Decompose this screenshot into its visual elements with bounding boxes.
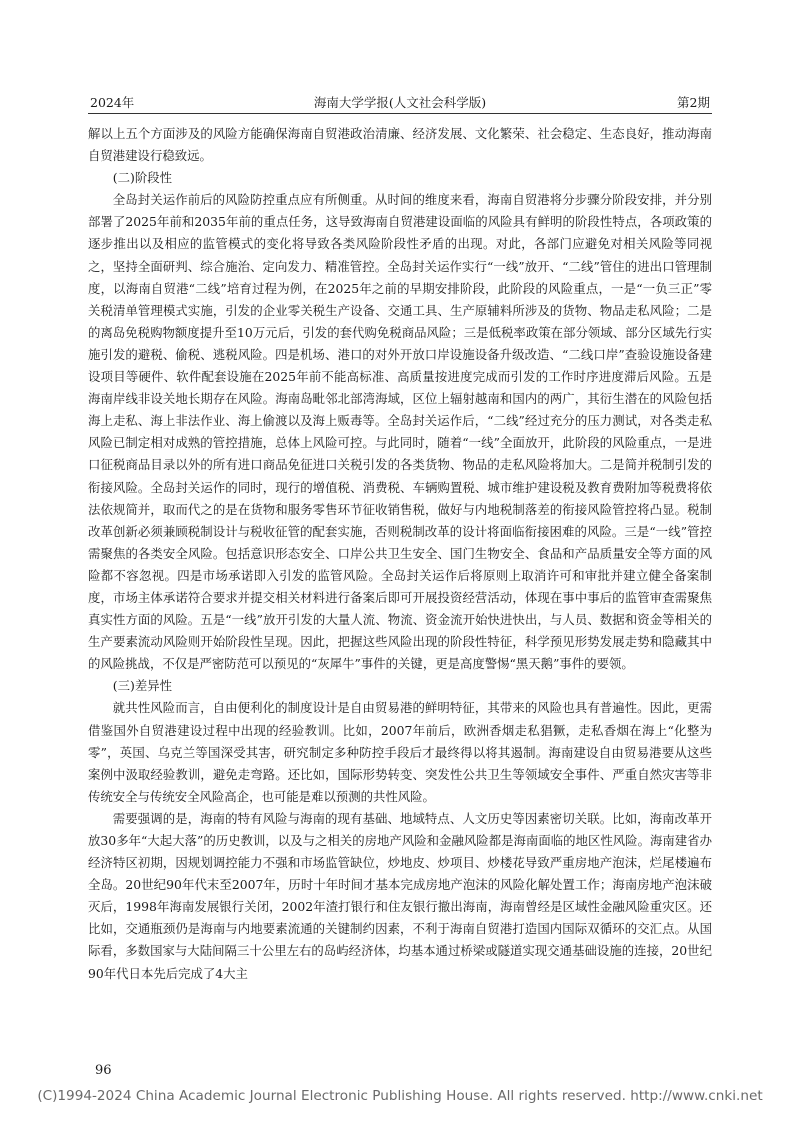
copyright-footer: (C)1994-2024 China Academic Journal Electronic Publishing House. All rights reserved. http://www.cnki.net <box>37 1088 763 1104</box>
paragraph-continued: 解以上五个方面涉及的风险方能确保海南自贸港政治清廉、经济发展、文化繁荣、社会稳定、生态良好，推动海南自贸港建设行稳致远。 <box>88 126 712 164</box>
running-header <box>88 91 712 114</box>
page-number: 96 <box>95 1063 112 1078</box>
section-heading-phased: (二)阶段性 <box>112 170 173 186</box>
paragraph-common-risk: 就共性风险而言，自由便利化的制度设计是自由贸易港的鲜明特征，其带来的风险也具有普遍性。因此，更需借鉴国外自贸港建设过程中出现的经验教训。比如，2007年前后，欧洲香烟走私猖獗，走私香烟在海上“化整为零”，英国、乌克兰等国深受其害，研究制定多种防控手段后才最终得以将其遏制。海南建设自由贸易港要从这些案例中汲取经验教训，避免走弯路。还比如，国际形势转变、突发性公共卫生等领域安全事件、严重自然灾害等非传统安全与传统安全风险高企，也可能是难以预测的共性风险。 <box>88 700 712 804</box>
header-year: 2024年 <box>90 95 135 110</box>
section-heading-differences: (三)差异性 <box>112 678 173 694</box>
article-body <box>88 123 712 985</box>
header-journal-title: 海南大学学报(人文社会科学版) <box>313 95 487 110</box>
paragraph-specific-risk: 需要强调的是，海南的特有风险与海南的现有基础、地域特点、人文历史等因素密切关联。比如，海南改革开放30多年“大起大落”的历史教训，以及与之相关的房地产风险和金融风险都是海南面临的地区性风险。海南建省办经济特区初期，因规划调控能力不强和市场监管缺位，炒地皮、炒项目、炒楼花导致严重房地产泡沫，烂尾楼遍布全岛。20世纪90年代末至2007年，历时十年时间才基本完成房地产泡沫的风险化解处置工作；海南房地产泡沫破灭后，1998年海南发展银行关闭，2002年渣打银行和住友银行撤出海南，海南曾经是区域性金融风险重灾区。还比如，交通瓶颈仍是海南与内地要素流通的关键制约因素，不利于海南自贸港打造国内国际双循环的交汇点。从国际看，多数国家与大陆间隔三十公里左右的岛屿经济体，均基本通过桥梁或隧道实现交通基础设施的连接，20世纪90年代日本先后完成了4大主 <box>88 810 712 981</box>
paragraph-phased: 全岛封关运作前后的风险防控重点应有所侧重。从时间的维度来看，海南自贸港将分步骤分阶段安排，并分别部署了2025年前和2035年前的重点任务，这导致海南自贸港建设面临的风险具有鲜明的阶段性特点，各项政策的逐步推出以及相应的监管模式的变化将导致各类风险阶段性矛盾的出现。对此，各部门应避免对相关风险等同视之，坚持全面研判、综合施治、定向发力、精准管控。全岛封关运作实行“一线”放开、“二线”管住的进出口管理制度，以海南自贸港“二线”培育过程为例，在2025年之前的早期安排阶段，此阶段的风险重点，一是“一负三正”零关税清单管理模式实施，引发的企业零关税生产设备、交通工具、生产原辅料所涉及的货物、物品走私风险；二是的离岛免税购物额度提升至10万元后，引发的套代购免税商品风险；三是低税率政策在部分领域、部分区域先行实施引发的避税、偷税、逃税风险。四是机场、港口的对外开放口岸设施设备升级改造、“二线口岸”查验设施设备建设项目等硬件、软件配套设施在2025年前不能高标准、高质量按进度完成而引发的工作时序进度滞后风险。五是海南岸线非设关地长期存在风险。海南岛毗邻北部湾海域，区位上辐射越南和国内的两广，其衍生潜在的风险包括海上走私、海上非法作业、海上偷渡以及海上贩毒等。全岛封关运作后，“二线”经过充分的压力测试，对各类走私风险已制定相对成熟的管控措施，总体上风险可控。与此同时，随着“一线”全面放开，此阶段的风险重点，一是进口征税商品目录以外的所有进口商品免征进口关税引发的各类货物、物品的走私风险将加大。二是简并税制引发的衔接风险。全岛封关运作的同时，现行的增值税、消费税、车辆购置税、城市维护建设税及教育费附加等税费将依法依规简并，取而代之的是在货物和服务零售环节征收销售税，做好与内地税制落差的衔接风险管控将凸显。税制改革创新必须兼顾税制设计与税收征管的配套实施，否则税制改革的设计将面临衔接困难的风险。三是“一线”管控需聚焦的各类安全风险。包括意识形态安全、口岸公共卫生安全、国门生物安全、食品和产品质量安全等方面的风险都不容忽视。四是市场承诺即入引发的监管风险。全岛封关运作后将原则上取消许可和审批并建立健全备案制度，市场主体承诺符合要求并提交相关材料进行备案后即可开展投资经营活动，体现在事中事后的监管审查需聚焦真实性方面的风险。五是“一线”放开引发的大量人流、物流、资金流开始快进快出，与人员、数据和资金等相关的生产要素流动风险则开始阶段性呈现。因此，把握这些风险出现的阶段性特征，科学预见形势发展走势和隐藏其中的风险挑战，不仅是严密防范可以预见的“灰犀牛”事件的关键，更是高度警惕“黑天鹅”事件的要领。 <box>88 192 712 672</box>
header-issue: 第2期 <box>677 95 710 110</box>
